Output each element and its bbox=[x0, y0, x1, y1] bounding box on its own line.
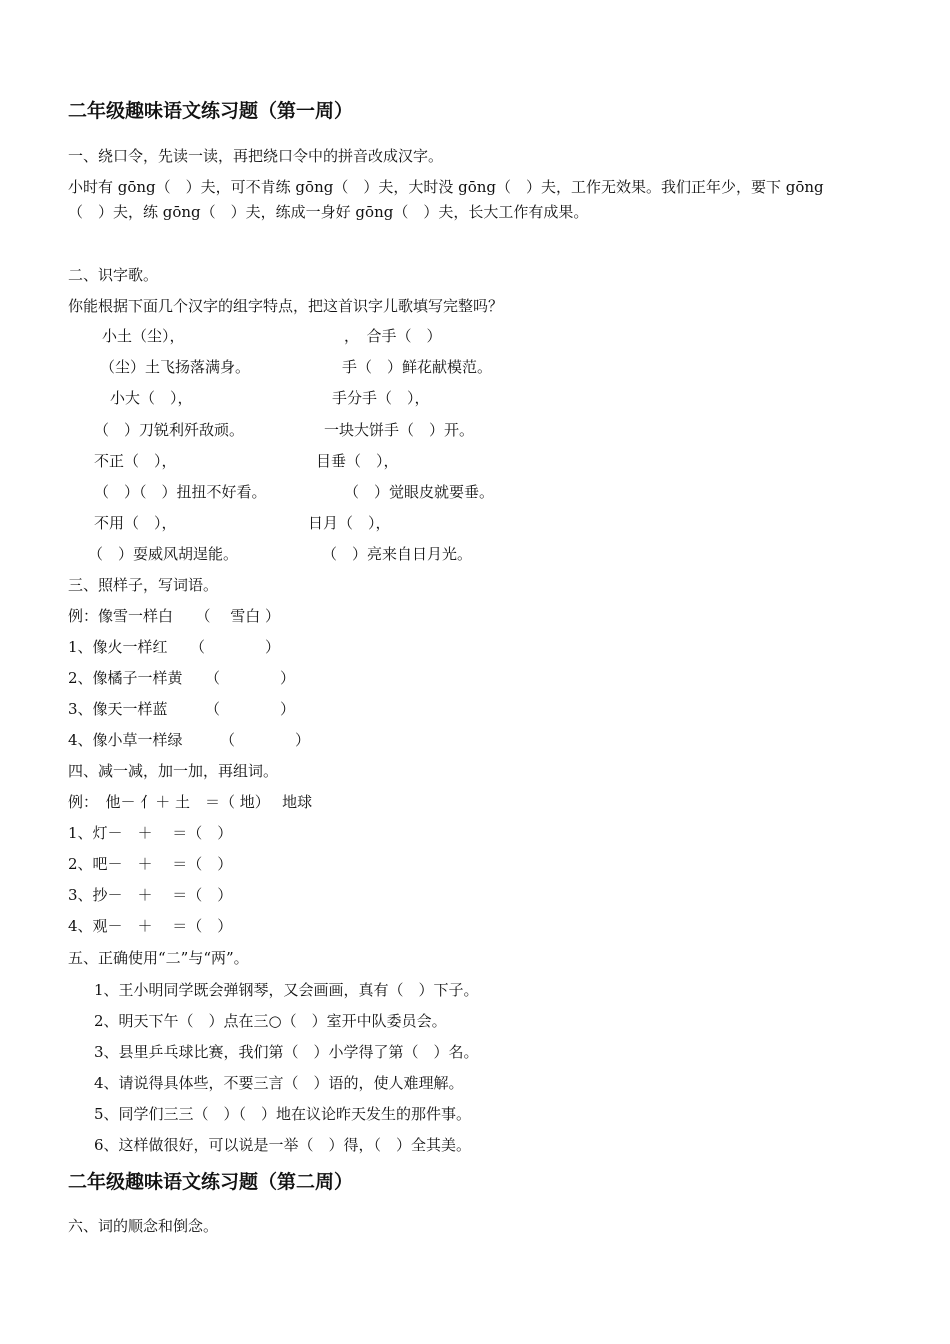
section-6-heading: 六、词的顺念和倒念。 bbox=[68, 1217, 219, 1235]
section-4-item: 1、灯－ ＋ ＝（ ） bbox=[68, 824, 233, 842]
poem-left-line: 不正（ ）， bbox=[94, 452, 177, 470]
page-title-week1: 二年级趣味语文练习题（第一周） bbox=[68, 100, 354, 122]
section-5-item: 1、王小明同学既会弹钢琴，又会画画，真有（ ）下子。 bbox=[94, 981, 479, 999]
poem-right-line: （ ）亮来自日月光。 bbox=[322, 545, 473, 563]
poem-right-line: 日月（ ）， bbox=[308, 514, 391, 532]
section-1-text-line1: 小时有 gōng（ ）夫，可不肯练 gōng（ ）夫，大时没 gōng（ ）夫，工作无效果。我们正年少，要下 gōng bbox=[68, 178, 824, 196]
page-title-week2: 二年级趣味语文练习题（第二周） bbox=[68, 1171, 354, 1193]
section-5-item: 5、同学们三三（ ）（ ）地在议论昨天发生的那件事。 bbox=[94, 1105, 472, 1123]
poem-left-line: （尘）土飞扬落满身。 bbox=[100, 358, 251, 376]
section-3-item: 4、像小草一样绿 （ ） bbox=[68, 731, 311, 749]
section-4-example: 例： 他－ 亻＋ 土 ＝（ 地） 地球 bbox=[68, 793, 313, 811]
section-3-item: 1、像火一样红 （ ） bbox=[68, 638, 281, 656]
section-4-heading: 四、减一减，加一加，再组词。 bbox=[68, 762, 279, 780]
poem-right-line: 手分手（ ）， bbox=[332, 389, 430, 407]
poem-left-line: 小土（尘）， bbox=[102, 327, 185, 345]
section-3-item: 2、像橘子一样黄 （ ） bbox=[68, 669, 296, 687]
section-5-item: 6、这样做很好，可以说是一举（ ）得，（ ）全其美。 bbox=[94, 1136, 472, 1154]
section-3-example: 例：像雪一样白 （ 雪白 ） bbox=[68, 607, 281, 625]
poem-right-line: 目垂（ ）， bbox=[316, 452, 399, 470]
section-2-heading: 二、识字歌。 bbox=[68, 266, 159, 284]
section-5-item: 4、请说得具体些，不要三言（ ）语的，使人难理解。 bbox=[94, 1074, 464, 1092]
poem-right-line: ， 合手（ ） bbox=[344, 327, 442, 345]
poem-left-line: 不用（ ）， bbox=[94, 514, 177, 532]
section-2-intro: 你能根据下面几个汉字的组字特点，把这首识字儿歌填写完整吗？ bbox=[68, 297, 504, 315]
poem-right-line: 手（ ）鲜花献模范。 bbox=[342, 358, 493, 376]
poem-right-line: 一块大饼手（ ）开。 bbox=[324, 421, 475, 439]
section-5-item: 3、县里乒乓球比赛，我们第（ ）小学得了第（ ）名。 bbox=[94, 1043, 479, 1061]
poem-left-line: （ ）（ ）扭扭不好看。 bbox=[94, 483, 267, 501]
poem-right-line: （ ）觉眼皮就要垂。 bbox=[344, 483, 495, 501]
poem-left-line: （ ）耍威风胡逞能。 bbox=[88, 545, 239, 563]
section-3-heading: 三、照样子，写词语。 bbox=[68, 576, 219, 594]
section-3-item: 3、像天一样蓝 （ ） bbox=[68, 700, 296, 718]
poem-left-line: （ ）刀锐利歼敌顽。 bbox=[94, 421, 245, 439]
poem-left-line: 小大（ ）， bbox=[110, 389, 193, 407]
section-5-heading: 五、正确使用“二”与“两”。 bbox=[68, 949, 249, 967]
section-4-item: 2、吧－ ＋ ＝（ ） bbox=[68, 855, 233, 873]
section-4-item: 3、抄－ ＋ ＝（ ） bbox=[68, 886, 233, 904]
section-1-heading: 一、绕口令，先读一读，再把绕口令中的拼音改成汉字。 bbox=[68, 147, 444, 165]
section-4-item: 4、观－ ＋ ＝（ ） bbox=[68, 917, 233, 935]
section-5-item: 2、明天下午（ ）点在三○（ ）室开中队委员会。 bbox=[94, 1012, 447, 1030]
section-1-text-line2: （ ）夫，练 gōng（ ）夫，练成一身好 gōng（ ）夫，长大工作有成果。 bbox=[68, 203, 589, 221]
